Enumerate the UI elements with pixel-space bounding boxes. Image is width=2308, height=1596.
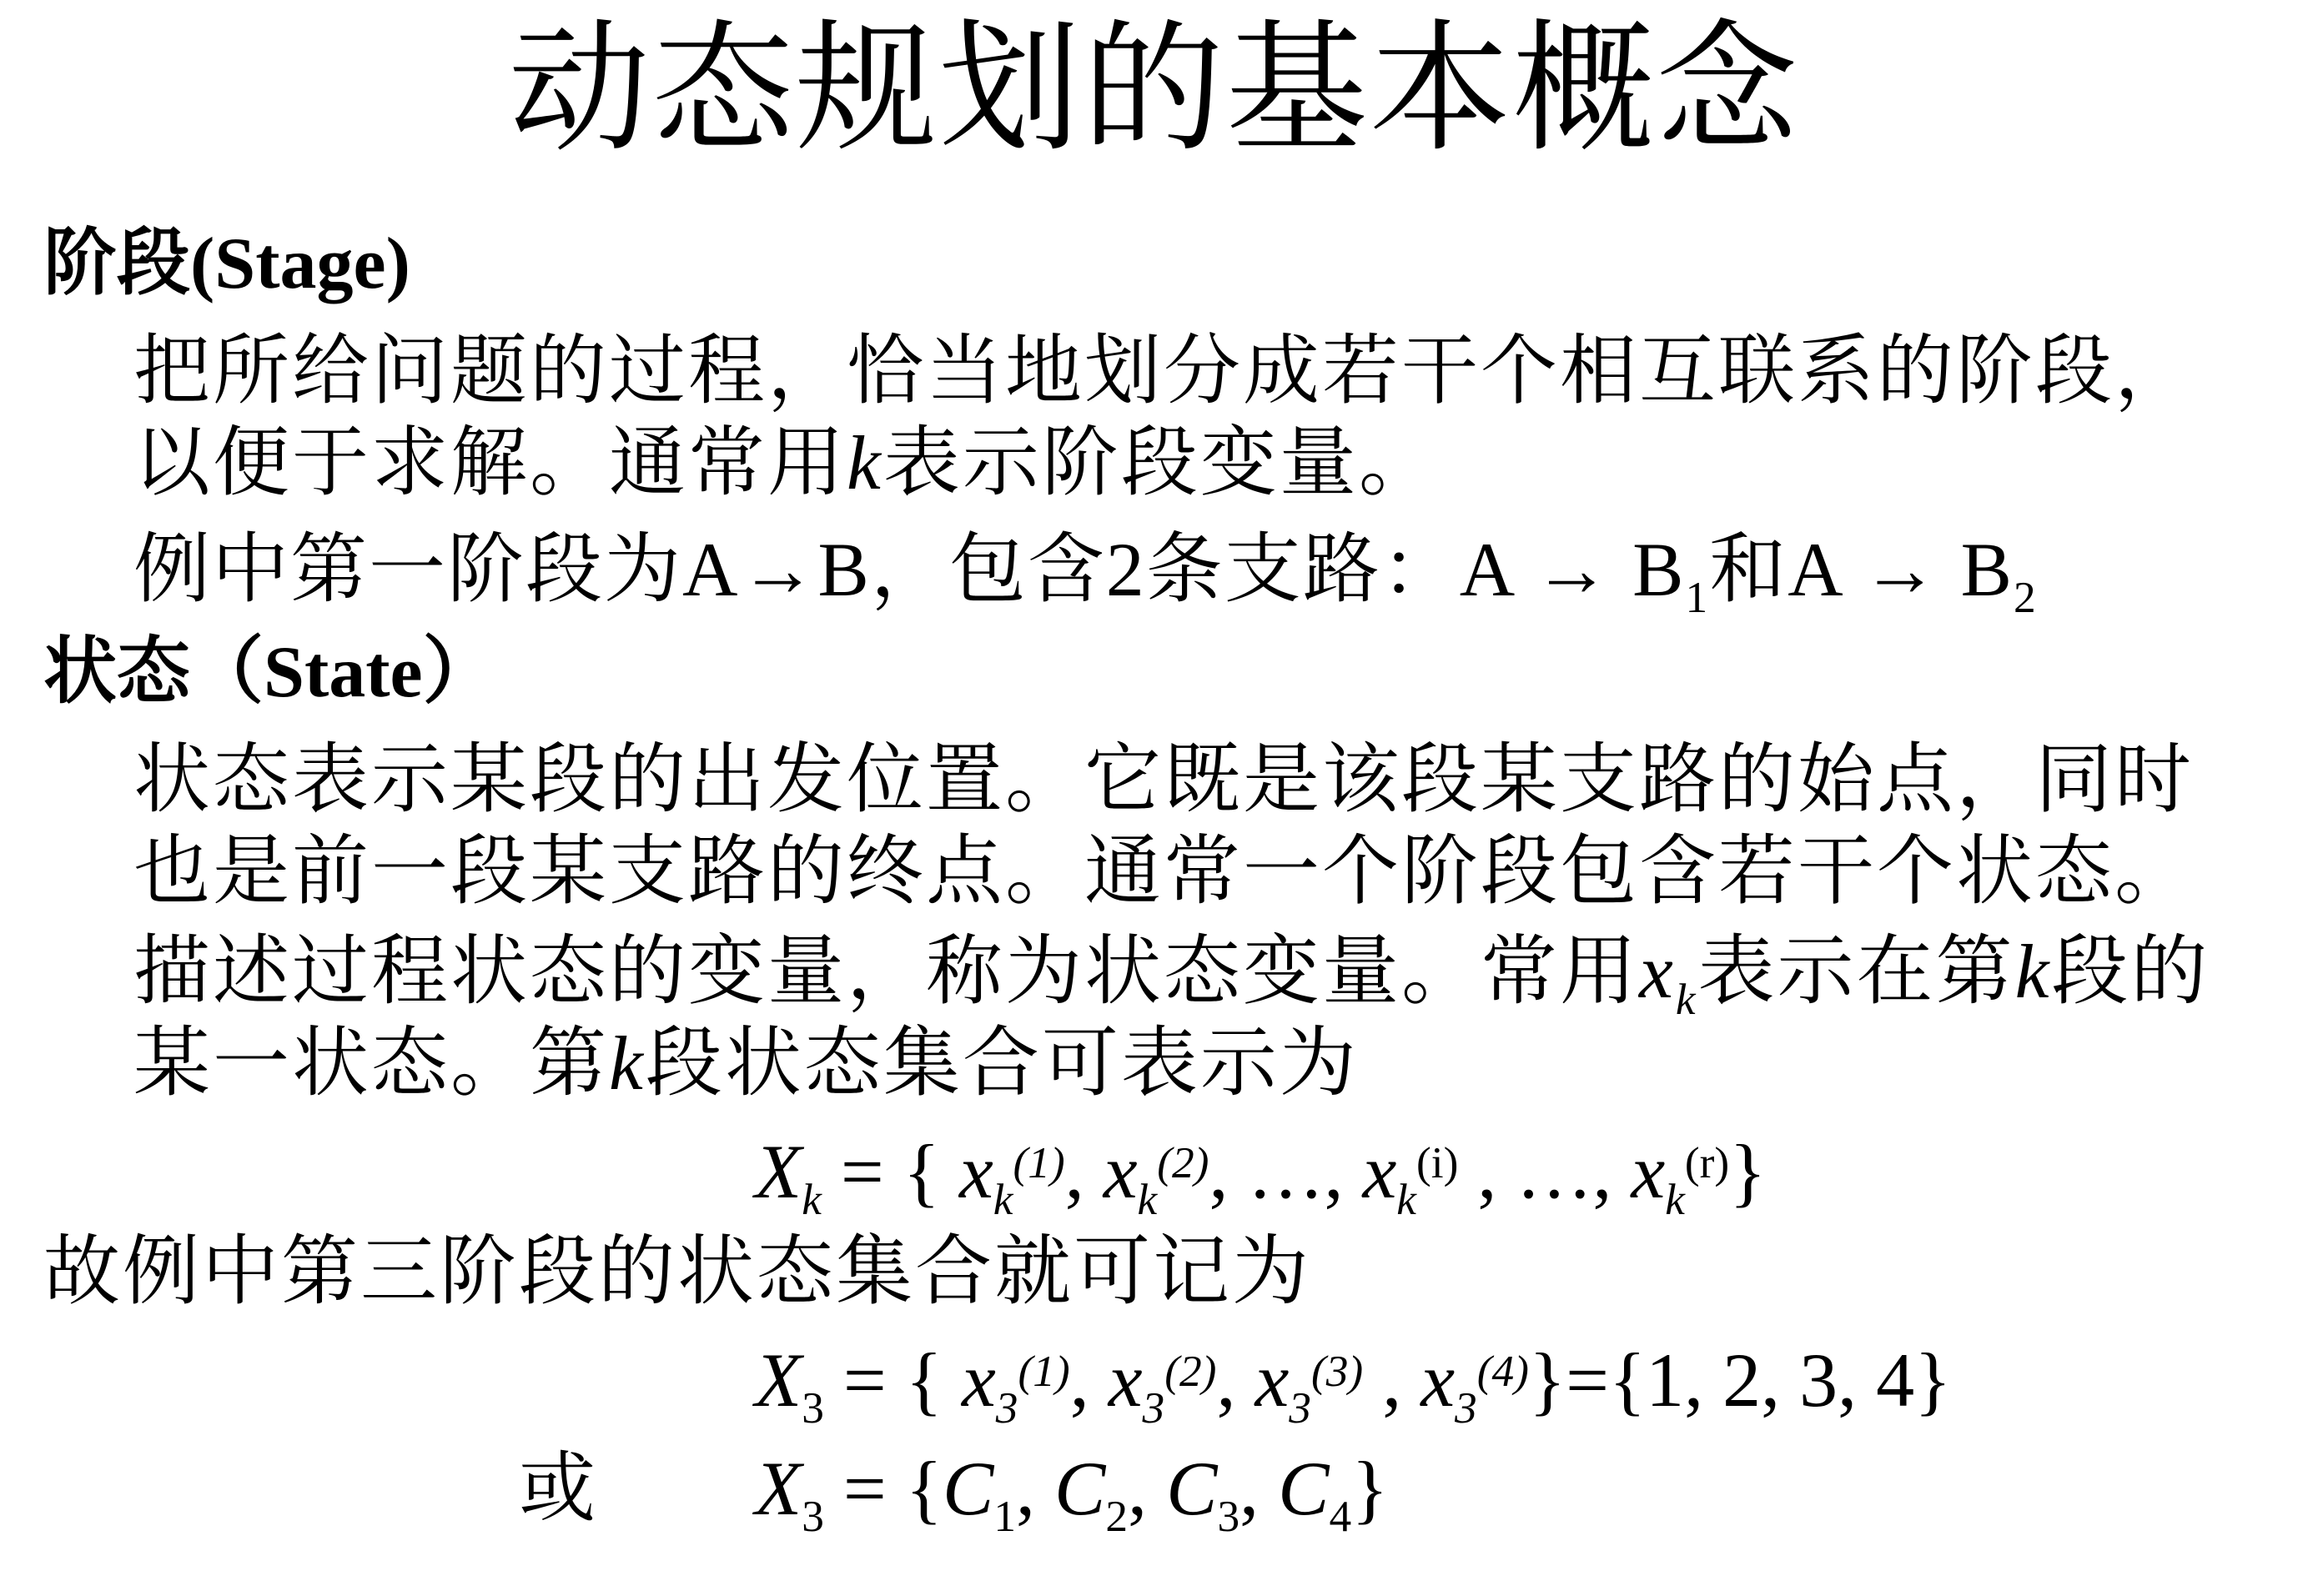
formula1-term-3: x bbox=[1362, 1129, 1397, 1214]
formula1-term-2-sub: k bbox=[1137, 1174, 1158, 1225]
stage-example-sub-2: 2 bbox=[2013, 572, 2038, 623]
formula1-equals: = { bbox=[840, 1129, 940, 1214]
state-set-k: k bbox=[609, 1021, 646, 1106]
example-third-stage-line: 故例中第三阶段的状态集合就可记为 bbox=[43, 1229, 1312, 1314]
state-definition-line-2: 也是前一段某支路的终点。通常一个阶段包含若干个状态。 bbox=[133, 829, 2195, 914]
state-definition-line-1: 状态表示某段的出发位置。它既是该段某支路的始点，同时 bbox=[133, 737, 2195, 822]
section-heading-stage: 阶段(Stage) bbox=[43, 223, 410, 304]
formula2-term-1-sup: (1) bbox=[1018, 1346, 1070, 1396]
formula1-term-3-sub: k bbox=[1396, 1174, 1416, 1225]
formula1-term-2-sup: (2) bbox=[1157, 1137, 1209, 1187]
formula2-term-4-sub: 3 bbox=[1455, 1383, 1477, 1433]
formula2-lhs: X bbox=[755, 1338, 802, 1423]
state-variable-text-b: 表示在第 bbox=[1697, 929, 2015, 1014]
stage-definition-text-a: 以便于求解。通常用 bbox=[133, 420, 847, 505]
formula3-node-1: C bbox=[942, 1446, 994, 1531]
formula3-node-3-sub: 3 bbox=[1217, 1491, 1240, 1542]
formula2-term-3-sup: (3) bbox=[1310, 1346, 1364, 1396]
formula-third-stage-set: $X_3$ = { $x_3^{(1)}$, $x_3^{(2)}$, $x_3^{(3)}$ , $x_3^{(4)}\}=\{1$, 2, 3, 4} bbox=[755, 1338, 1952, 1433]
formula1-term-1-sub: k bbox=[993, 1174, 1013, 1225]
formula3-node-1-sub: 1 bbox=[993, 1491, 1016, 1542]
formula3-node-3: C bbox=[1166, 1446, 1218, 1531]
formula-state-set-general: $X_k$ = { $x_k^{(1)}$, $x_k^{(2)}$, …, $x_k^{(i)}$ , …, $x_k^{(r)}$} bbox=[755, 1129, 1767, 1225]
stage-variable-k: k bbox=[847, 420, 883, 505]
formula1-ellipsis-1: , …, bbox=[1209, 1129, 1344, 1214]
section-heading-state: 状态（State） bbox=[43, 632, 496, 713]
formula3-equals: = { bbox=[842, 1446, 943, 1531]
state-variable-text-a: 描述过程状态的变量，称为状态变量。常用 bbox=[133, 929, 1640, 1014]
formula2-term-4: x bbox=[1421, 1338, 1456, 1423]
stage-definition-line-2 bbox=[133, 417, 1438, 509]
formula1-term-4: x bbox=[1631, 1129, 1666, 1214]
formula2-term-1: x bbox=[961, 1338, 996, 1423]
formula2-lhs-sub: 3 bbox=[802, 1383, 824, 1433]
formula1-term-1-sup: (1) bbox=[1013, 1137, 1065, 1187]
stage-definition-line-1: 把所给问题的过程，恰当地划分成若干个相互联系的阶段， bbox=[133, 329, 2195, 414]
state-set-text-a: 某一状态。第 bbox=[133, 1021, 610, 1106]
formula1-lhs-sub: k bbox=[802, 1174, 822, 1225]
formula2-term-2-sub: 3 bbox=[1142, 1383, 1165, 1433]
formula2-term-4-sup: (4) bbox=[1476, 1346, 1529, 1396]
formula2-equals: = { bbox=[842, 1338, 943, 1423]
stage-example-text-b: 和A → B bbox=[1709, 527, 2014, 612]
state-variable-x: x bbox=[1639, 929, 1676, 1014]
state-set-text-b: 段状态集合可表示为 bbox=[645, 1021, 1359, 1106]
formula-third-stage-nodes: $X_3 = \{C_1$, $C_2$, $C_3$, $C_4$} bbox=[755, 1446, 1389, 1542]
page-title: 动态规划的基本概念 bbox=[508, 12, 1800, 168]
formula1-term-3-sup: (i) bbox=[1415, 1137, 1459, 1187]
formula3-lhs: X bbox=[755, 1446, 802, 1531]
stage-example-sub-1: 1 bbox=[1685, 572, 1710, 623]
formula1-term-2: x bbox=[1103, 1129, 1138, 1214]
formula2-term-3-sub: 3 bbox=[1289, 1383, 1311, 1433]
formula2-term-3: x bbox=[1255, 1338, 1290, 1423]
formula1-term-1: x bbox=[958, 1129, 993, 1214]
formula2-term-2: x bbox=[1108, 1338, 1143, 1423]
formula1-term-4-sub: k bbox=[1665, 1174, 1685, 1225]
formula2-term-2-sup: (2) bbox=[1164, 1346, 1217, 1396]
formula3-node-4: C bbox=[1278, 1446, 1330, 1531]
formula1-ellipsis-2: , …, bbox=[1477, 1129, 1612, 1214]
formula2-rhs: }={1, 2, 3, 4} bbox=[1528, 1338, 1952, 1423]
stage-definition-text-b: 表示阶段变量。 bbox=[882, 420, 1438, 505]
state-variable-x-sub: k bbox=[1675, 974, 1698, 1025]
formula3-node-2-sub: 2 bbox=[1105, 1491, 1129, 1542]
state-variable-k: k bbox=[2014, 929, 2052, 1014]
stage-example-text-a: 例中第一阶段为A→B，包含2条支路：A → B bbox=[133, 527, 1686, 612]
state-variable-line-2 bbox=[133, 1017, 1359, 1109]
formula3-lhs-sub: 3 bbox=[802, 1491, 824, 1542]
formula2-term-1-sub: 3 bbox=[995, 1383, 1018, 1433]
formula1-term-4-sup: (r) bbox=[1684, 1137, 1730, 1187]
formula1-close: } bbox=[1729, 1129, 1767, 1214]
state-variable-text-c: 段的 bbox=[2051, 929, 2210, 1014]
formula3-node-4-sub: 4 bbox=[1329, 1491, 1352, 1542]
formula3-close: } bbox=[1351, 1446, 1389, 1531]
formula3-node-2: C bbox=[1054, 1446, 1106, 1531]
or-label: 或 bbox=[519, 1446, 596, 1531]
formula1-lhs: X bbox=[755, 1129, 802, 1214]
state-variable-line-1 bbox=[133, 926, 2210, 1025]
stage-example-line bbox=[133, 524, 2038, 623]
